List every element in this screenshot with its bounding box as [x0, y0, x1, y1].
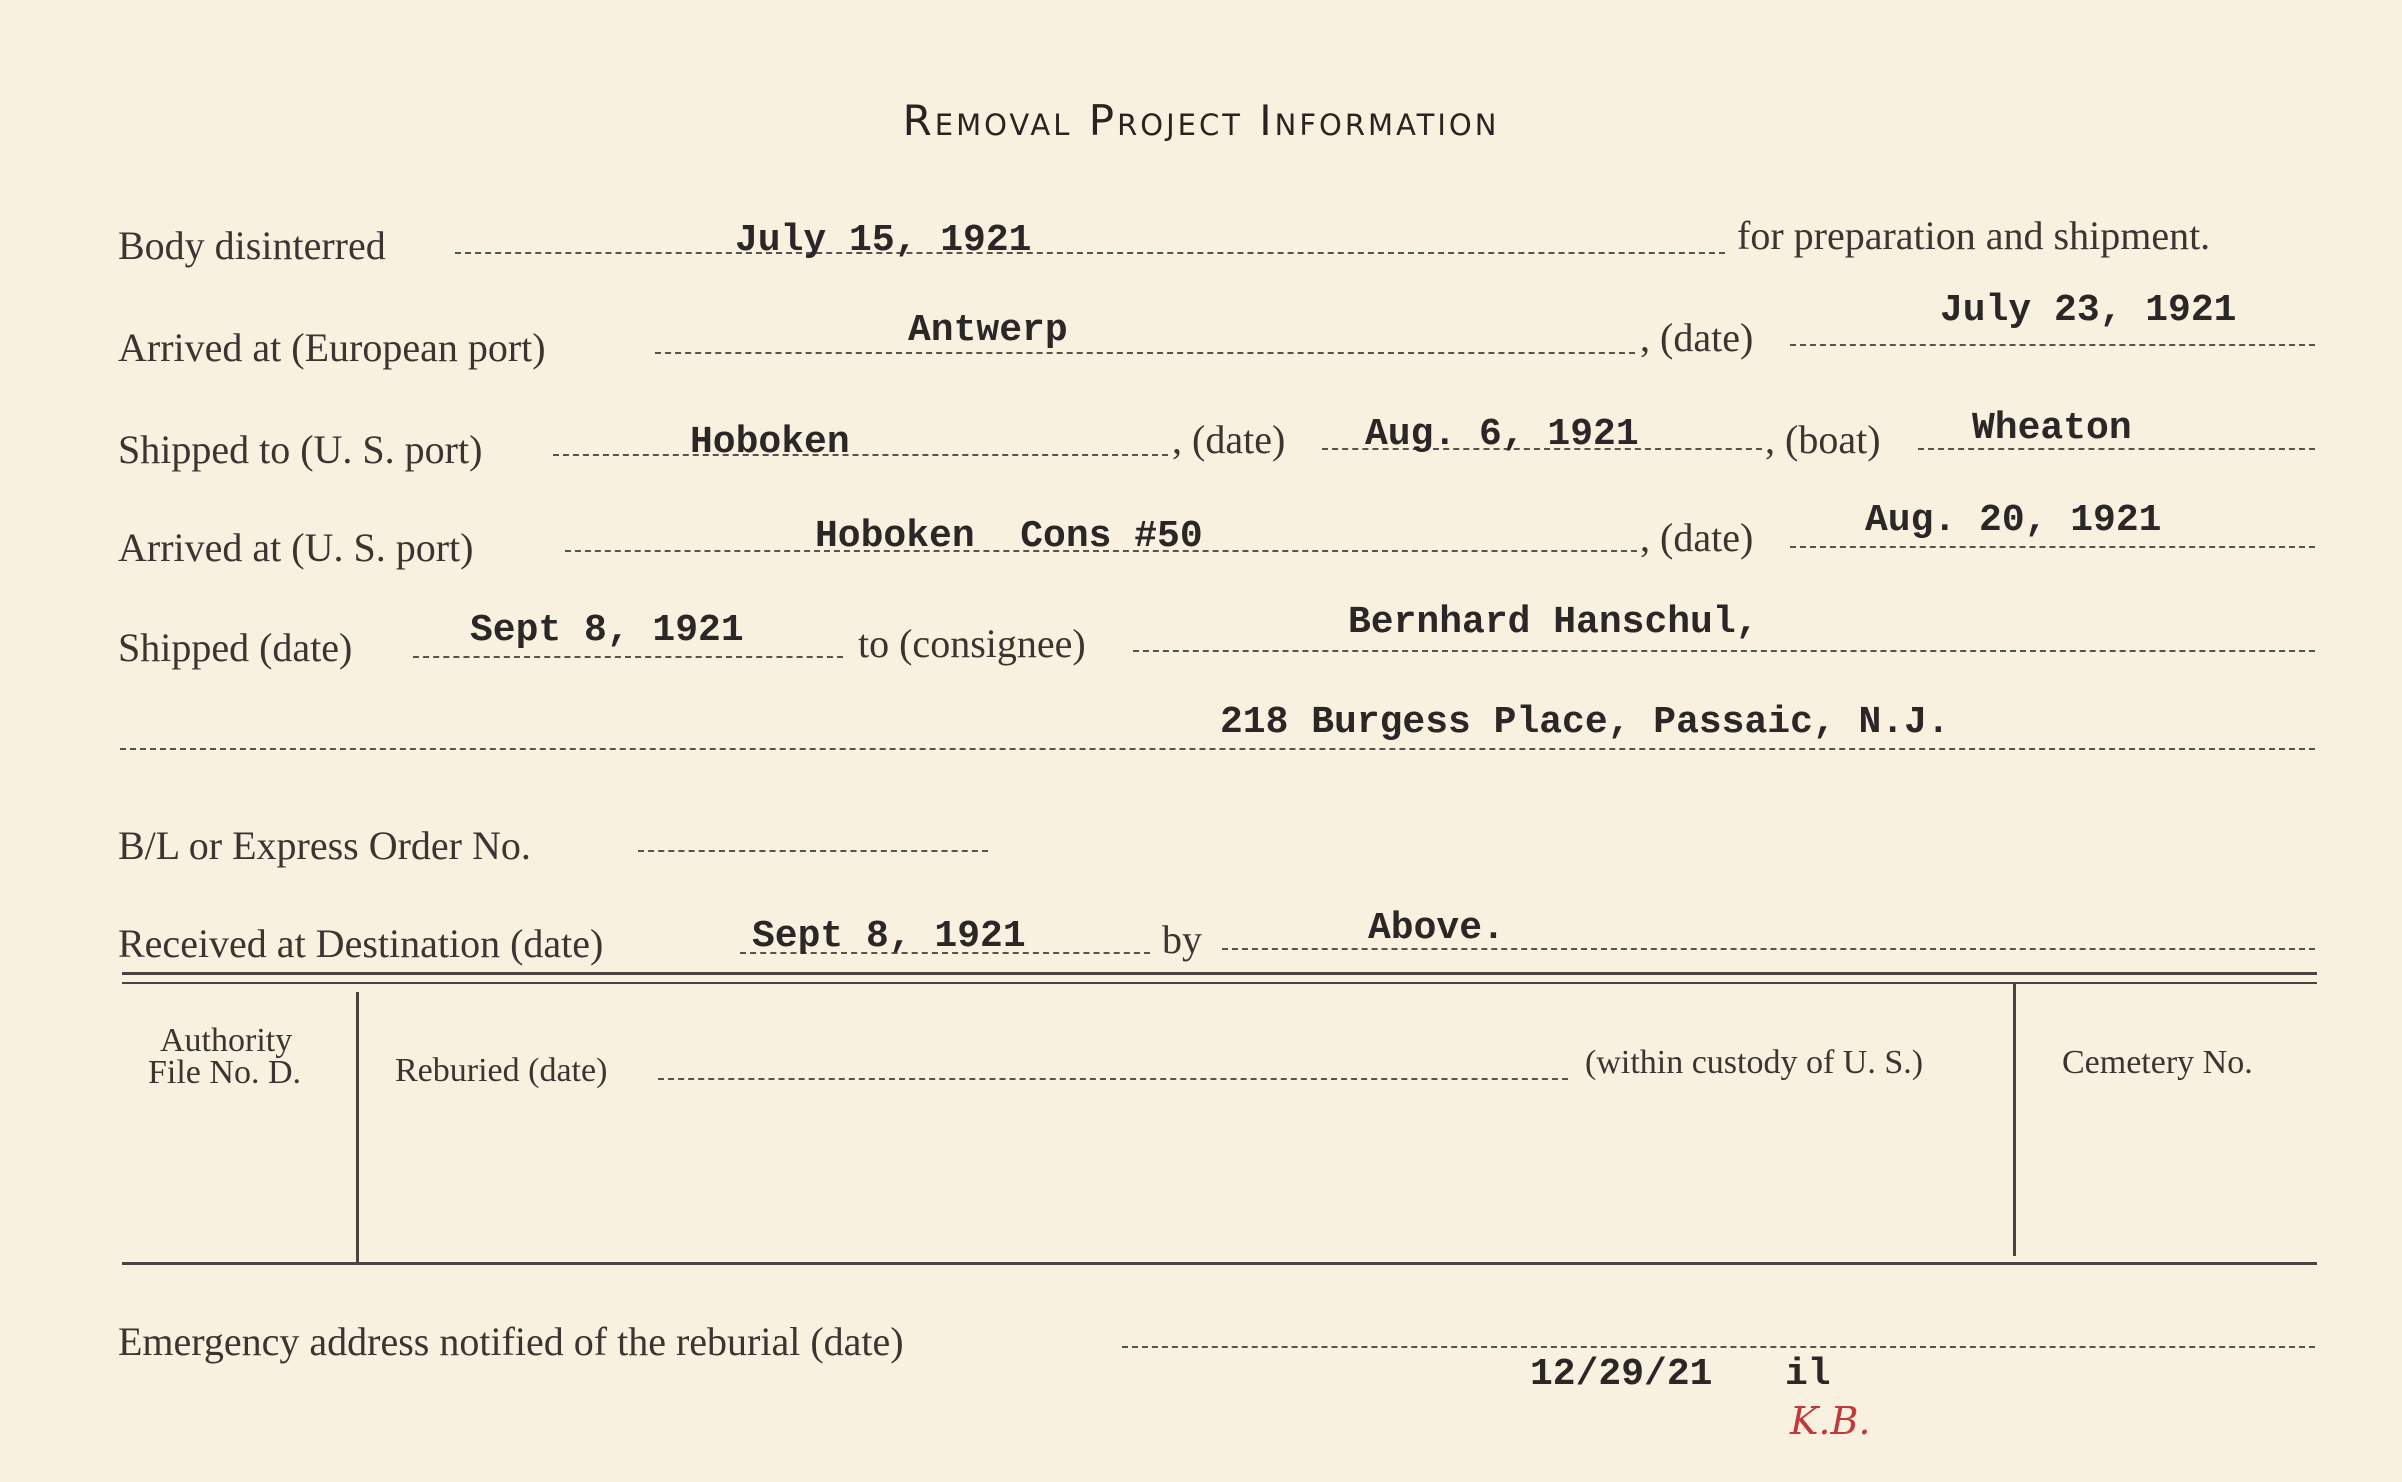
received-by-label: by	[1162, 917, 1202, 962]
cemetery-label: Cemetery No.	[2062, 1044, 2253, 1081]
custody-label: (within custody of U. S.)	[1585, 1044, 1924, 1081]
table-top-rule	[122, 972, 2317, 975]
bl-order-line	[638, 850, 988, 852]
consignee-label: to (consignee)	[858, 621, 1086, 666]
arrived-european-date-label: , (date)	[1640, 315, 1754, 360]
emergency-date-value: 12/29/21	[1530, 1353, 1713, 1396]
arrived-us-port-value: Hoboken Cons #50	[815, 515, 1203, 558]
arrived-european-date-line	[1790, 344, 2315, 346]
arrived-european-label: Arrived at (European port)	[118, 325, 546, 370]
reburied-label: Reburied (date)	[395, 1052, 608, 1089]
shipped-us-date-label: , (date)	[1172, 417, 1286, 462]
body-disinterred-suffix: for preparation and shipment.	[1737, 213, 2211, 258]
received-by-value: Above.	[1368, 907, 1505, 950]
body-disinterred-value: July 15, 1921	[735, 219, 1032, 262]
shipped-us-boat-value: Wheaton	[1972, 407, 2132, 450]
table-divider-right	[2013, 984, 2016, 1256]
consignee-address-line	[120, 748, 2315, 750]
arrived-european-line	[655, 352, 1635, 354]
arrived-us-date-line	[1790, 546, 2315, 548]
shipped-us-port-line	[553, 454, 1168, 456]
emergency-line	[1122, 1346, 2315, 1348]
arrived-european-port-value: Antwerp	[908, 309, 1068, 352]
arrived-us-date-label: , (date)	[1640, 515, 1754, 560]
card-title: Removal Project Information	[902, 96, 1500, 145]
emergency-initials: il	[1785, 1353, 1831, 1396]
body-disinterred-line	[455, 252, 1725, 254]
consignee-name: Bernhard Hanschul,	[1348, 601, 1759, 644]
body-disinterred-label: Body disinterred	[118, 223, 386, 268]
shipped-us-label: Shipped to (U. S. port)	[118, 427, 483, 472]
shipped-us-port-value: Hoboken	[690, 421, 850, 464]
shipped-us-date-value: Aug. 6, 1921	[1365, 413, 1639, 456]
shipped-date-value: Sept 8, 1921	[470, 609, 744, 652]
arrived-us-date-value: Aug. 20, 1921	[1865, 499, 2162, 542]
consignee-address: 218 Burgess Place, Passaic, N.J.	[1220, 701, 1950, 744]
authority-label-line1: Authority	[160, 1022, 293, 1059]
emergency-label: Emergency address notified of the reburial (date)	[118, 1319, 904, 1364]
reburied-line	[658, 1078, 1568, 1080]
table-bottom-rule	[122, 1262, 2317, 1265]
handwritten-initials: K.B.	[1790, 1399, 1871, 1443]
arrived-european-date-value: July 23, 1921	[1940, 289, 2237, 332]
arrived-us-label: Arrived at (U. S. port)	[118, 525, 474, 570]
consignee-line	[1133, 650, 2315, 652]
received-label: Received at Destination (date)	[118, 921, 604, 966]
bl-order-label: B/L or Express Order No.	[118, 823, 531, 868]
shipped-date-line	[413, 656, 843, 658]
received-date-value: Sept 8, 1921	[752, 915, 1026, 958]
authority-label-line2: File No. D.	[148, 1054, 301, 1091]
shipped-date-label: Shipped (date)	[118, 625, 353, 670]
table-top-rule-inner	[122, 982, 2317, 984]
shipped-us-boat-label: , (boat)	[1765, 417, 1881, 462]
table-divider-left	[356, 992, 359, 1264]
